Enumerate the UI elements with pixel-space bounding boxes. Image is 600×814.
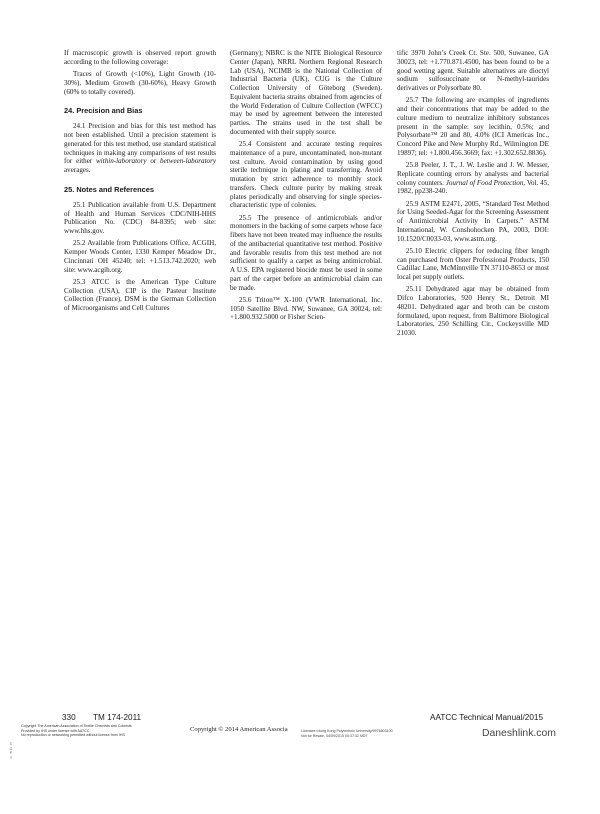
- watermark-text: Daneshlink.com: [482, 728, 556, 739]
- paragraph-25-6-continued: tific 3970 John’s Creek Ct. Ste. 500, Suwanee, GA 30023, tel: +1.770.871.4500, has been found to be a good wetting agent. Suitable alternatives are dioctyl sodium sulfosuccinate or N-methyl-taurides derivatives or Polysorbate 80.: [397, 49, 549, 92]
- growth-categories: Traces of Growth (<10%), Light Growth (10-30%), Medium Growth (30-60%), Heavy Growth (60% to totally covered).: [64, 70, 216, 96]
- paragraph-25-5: 25.5 The presence of antimicrobials and/or monomers in the backing of some carpets whose face fibers have not been treated may influence the results of the antibacterial quantitative test method. Positive and favorable results from this test method are not sufficient to qualify a carpet as being antimicrobial. A U.S. EPA registered biocide must be used in some part of the carpet before an antimicrobial claim can be made.: [230, 213, 382, 292]
- paragraph-25-3-continued: (Germany); NBRC is the NITE Biological Resource Center (Japan), NRRL Northern Regional Research Lab (USA), NCIMB is the National Collection of Industrial Bacteria (UK), CUG is the Culture Collection University of Göteborg (Sweden). Equivalent bacteria strains obtained from agencies of the World Federation of Culture Collection (WFCC) may be used by agreement between the interested parties. The strains used in the test shall be documented with their supply source.: [230, 49, 382, 136]
- paragraph-25-3: 25.3 ATCC is the American Type Culture Collection (USA), CIP is the Pasteur Institute Collection (France), DSM is the German Collection of Microorganisms and Cell Cultures: [64, 277, 216, 312]
- page-number: 330: [62, 713, 76, 722]
- section-heading-notes: 25. Notes and References: [64, 184, 154, 194]
- paragraph-25-8: 25.8 Peeler, J. T., J. W. Leslie and J. W. Messer, Replicate counting errors by analysts and bacterial colony counters. Journal of Food Protection, Vol. 45, 1982, pp238-240.: [397, 161, 549, 196]
- manual-title: AATCC Technical Manual/2015: [430, 713, 544, 722]
- copyright-notice-small: Copyright The American Association of Textile Chemists and Colorists Provided by IHS under license with AATCC No reproduction or networking permitted without license from IHS: [21, 724, 132, 738]
- text-column-middle: [230, 49, 382, 326]
- section-heading-precision: 24. Precision and Bias: [64, 106, 143, 116]
- text-column-left: [64, 49, 216, 316]
- text-column-right: [397, 49, 549, 341]
- paragraph-25-11: 25.11 Dehydrated agar may be obtained from Difco Laboratories, 920 Henry St., Detroit MI 48201. Dehydrated agar and broth can be custom formulated, upon request, from Baltimore Biological Laboratories, 250 Schilling Cir., Cockeysville MD 21030.: [397, 285, 549, 337]
- paragraph-25-4: 25.4 Consistent and accurate testing requires maintenance of a pure, uncontaminated, non-mutant test culture. Avoid contamination by using good sterile technique in plating and transferring. Avoid mutation by strict adherence to monthly stock transfers. Check culture purity by making streak plates periodically and observing for single species-characteristic type of colonies.: [230, 140, 382, 210]
- paragraph-25-7: 25.7 The following are examples of ingredients and their concentrations that may be added to the culture medium to neutralize inhibitory substances present in the sample: soy lecithin, 0.5%; and Polysorbate™ 20 and 80, 4.0% (ICI Americas Inc., Concord Pike and New Murphy Rd., Wilmington DE 19897; tel: +1.800.456.3669; fax: +1.302.652.8836).: [397, 96, 549, 157]
- paragraph-25-1: 25.1 Publication available from U.S. Department of Health and Human Services CDC/NIH-HHS Publication No. (CDC) 84-8395; web site: www.hhs.gov.: [64, 200, 216, 235]
- paragraph-25-2: 25.2 Available from Publications Office, ACGIH, Kemper Woods Center, 1330 Kemper Meadow Dr., Cincinnati OH 45240; tel: +1.513.742.2020; web site: www.acgih.org.: [64, 239, 216, 274]
- paragraph-25-10: 25.10 Electric clippers for reducing fiber length can purchased from Oster Professional Products, 150 Cadillac Lane, McMinnville TN 37110-8653 or most local pet supply outlets.: [397, 246, 549, 281]
- paragraph-24-1: 24.1 Precision and bias for this test method has not been established. Until a precision statement is generated for this test method, use standard statistical techniques in making any comparisons of test results for either within-laboratory or between-laboratory averages.: [64, 122, 216, 174]
- copyright-notice: Copyright © 2014 American Associa: [190, 726, 288, 733]
- paragraph-25-9: 25.9 ASTM E2471, 2005, “Standard Test Method for Using Seeded-Agar for the Screening Assessment of Antimicrobial Activity In Carpets.” ASTM International, W. Conshohocken PA, 2003, DOI: 10.1520/C0033-03, www.astm.org.: [397, 199, 549, 243]
- test-method-number: TM 174-2011: [93, 713, 142, 722]
- coverage-intro: If macroscopic growth is observed report growth according to the following coverage:: [64, 49, 216, 66]
- license-stamp: Licensee=Hong Kong Polytechnic University/9976803100 Not for Resale, 04/09/2015 00:37:32 MDT: [301, 729, 393, 738]
- paragraph-25-6: 25.6 Triton™ X-100 (VWR International, Inc. 1050 Satellite Blvd. NW, Suwanee, GA 30024, tel: +1.800.932.5000 or Fisher Scien-: [230, 295, 382, 322]
- side-letters: C O P Y: [9, 742, 13, 760]
